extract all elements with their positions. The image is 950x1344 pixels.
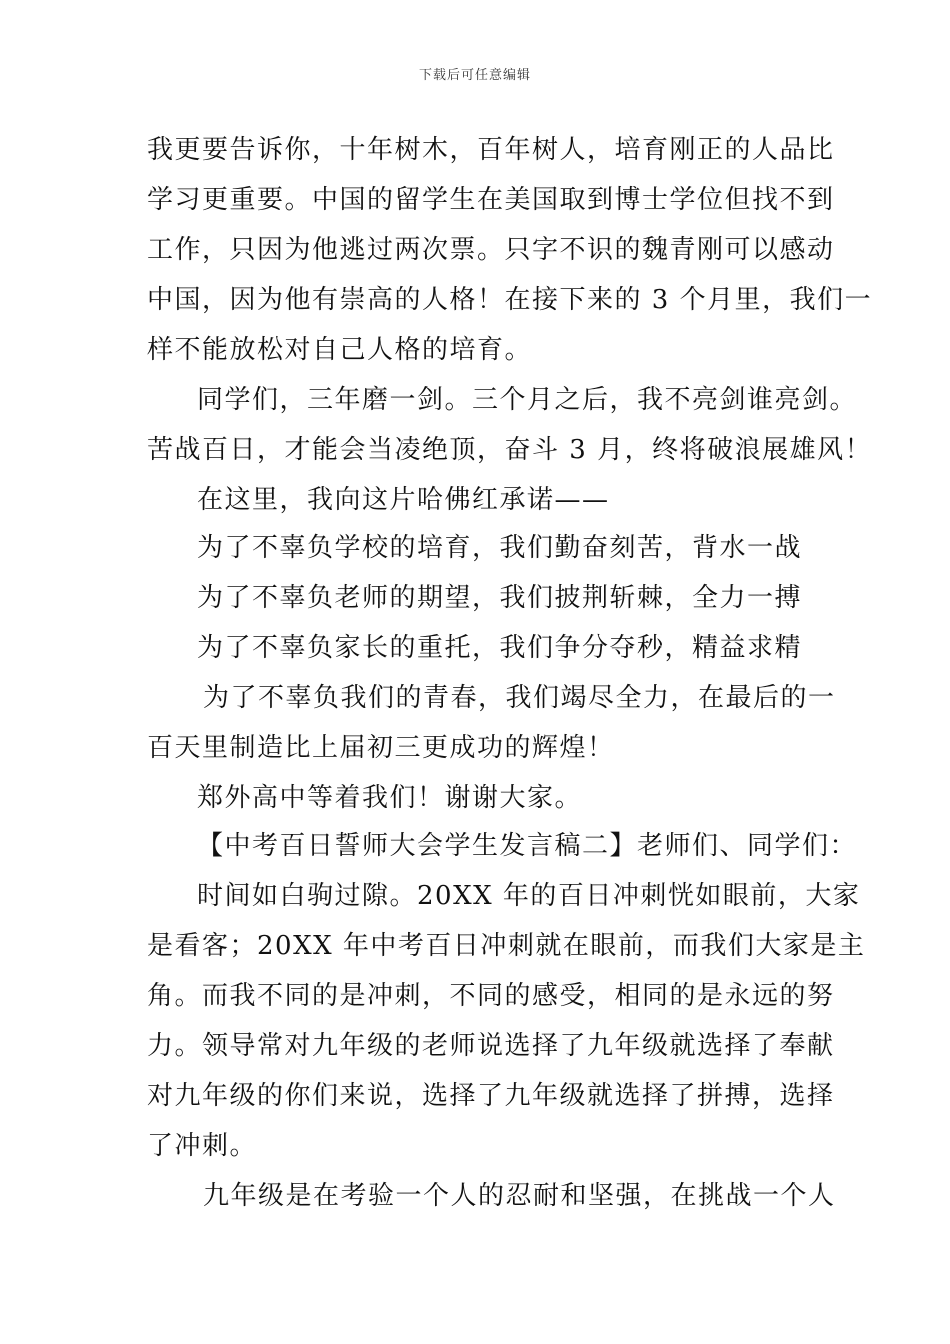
text-line: 百天里制造比上届初三更成功的辉煌！: [147, 733, 615, 763]
text-line: 【中考百日誓师大会学生发言稿二】老师们、同学们：: [197, 831, 858, 861]
text-line: 是看客；20XX 年中考百日冲刺就在眼前，而我们大家是主: [147, 931, 866, 961]
text-line: 为了不辜负家长的重托，我们争分夺秒，精益求精: [197, 633, 803, 663]
text-line: 学习更重要。中国的留学生在美国取到博士学位但找不到: [147, 185, 835, 215]
text-line: 对九年级的你们来说，选择了九年级就选择了拼搏，选择: [147, 1081, 835, 1111]
text-line: 九年级是在考验一个人的忍耐和坚强，在挑战一个人: [203, 1181, 836, 1211]
text-line: 中国，因为他有崇高的人格！在接下来的 3 个月里，我们一: [147, 285, 873, 315]
text-line: 角。而我不同的是冲刺，不同的感受，相同的是永远的努: [147, 981, 835, 1011]
text-line: 为了不辜负老师的期望，我们披荆斩棘，全力一搏: [197, 583, 803, 613]
text-line: 同学们，三年磨一剑。三个月之后，我不亮剑谁亮剑。: [197, 385, 858, 415]
text-line: 工作，只因为他逃过两次票。只字不识的魏青刚可以感动: [147, 235, 835, 265]
page-header: 下载后可任意编辑: [418, 68, 531, 83]
text-line: 了冲刺。: [147, 1131, 258, 1161]
text-line: 为了不辜负学校的培育，我们勤奋刻苦，背水一战: [197, 533, 803, 563]
text-line: 力。领导常对九年级的老师说选择了九年级就选择了奉献: [147, 1031, 835, 1061]
text-line: 为了不辜负我们的青春，我们竭尽全力，在最后的一: [203, 683, 836, 713]
text-line: 我更要告诉你，十年树木，百年树人，培育刚正的人品比: [147, 135, 835, 165]
text-line: 郑外高中等着我们！谢谢大家。: [197, 783, 583, 813]
text-line: 样不能放松对自己人格的培育。: [147, 335, 533, 365]
text-line: 时间如白驹过隙。20XX 年的百日冲刺恍如眼前，大家: [197, 881, 861, 911]
text-line: 在这里，我向这片哈佛红承诺——: [197, 485, 610, 515]
text-line: 苦战百日，才能会当凌绝顶，奋斗 3 月，终将破浪展雄风！: [147, 435, 873, 465]
